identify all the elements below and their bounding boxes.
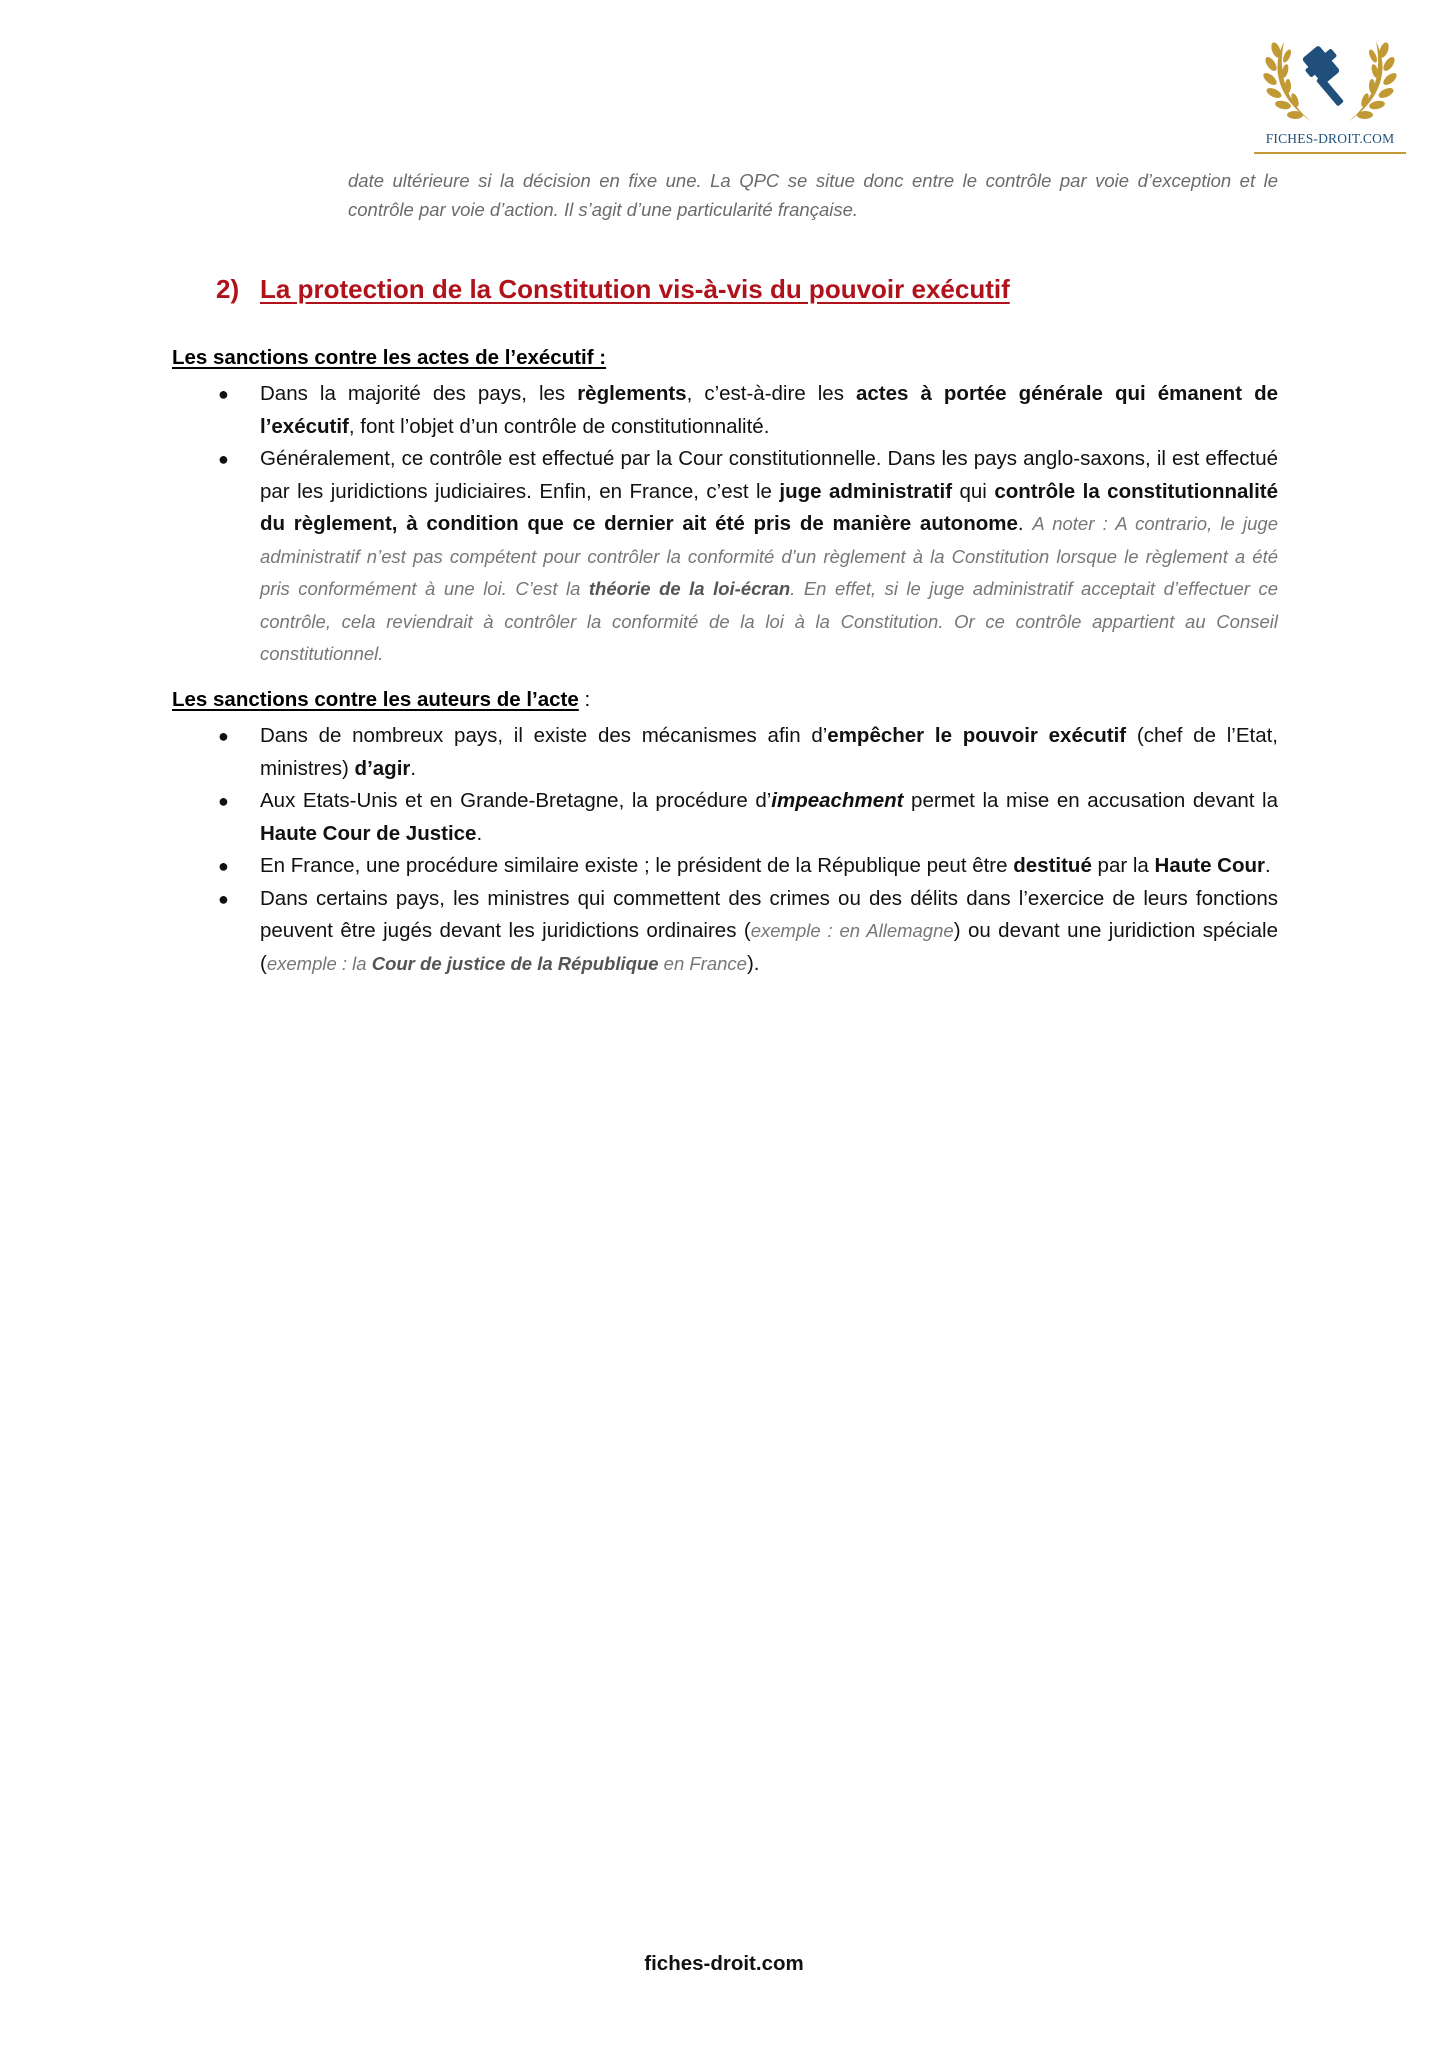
section-number: 2) — [216, 274, 240, 304]
text-run: . — [1017, 512, 1033, 535]
text-run: . — [410, 756, 417, 780]
list-item — [172, 443, 1278, 671]
bullet-icon: ● — [218, 384, 229, 404]
section-heading — [216, 274, 1010, 305]
text-run: Dans la majorité des pays, les — [260, 382, 578, 405]
continuation-line-1: date ultérieure si la décision en fixe une. La QPC se situe donc entre le contrôle par voie d’exception et le — [348, 170, 1278, 191]
text-run: , font l’objet d’un contrôle de constitutionnalité. — [348, 414, 770, 438]
subsection-heading-text: Les sanctions contre les actes de l’exécutif : — [172, 346, 607, 369]
example-text: en France — [658, 952, 747, 974]
continuation-paragraph — [348, 166, 1278, 224]
text-run: par la — [1091, 854, 1155, 877]
text-run: , c’est-à-dire les — [686, 382, 856, 405]
bullet-icon: ● — [218, 791, 229, 811]
bullet-icon: ● — [218, 449, 229, 469]
bold-run: juge administratif — [779, 479, 953, 503]
bold-run: Haute Cour — [1154, 854, 1266, 877]
text-run: Aux Etats-Unis et en Grande-Bretagne, la procédure d’ — [260, 789, 772, 812]
list-item — [172, 378, 1278, 443]
site-logo — [1254, 34, 1406, 158]
section-title: La protection de la Constitution vis-à-vis du pouvoir exécutif — [260, 274, 1010, 304]
bullet-list-authors — [172, 720, 1278, 980]
text-run: Généralement, ce contrôle est effectué par la Cour constitutionnelle. Dans les pays anglo-saxons, il est effectué par les juridictions judiciaires. Enfin, en France, c’est le — [260, 447, 1278, 503]
example-run: exemple : en Allemagne — [750, 920, 954, 941]
bullet-icon: ● — [218, 856, 229, 876]
continuation-line-2: contrôle par voie d’action. Il s’agit d’une particularité française. — [348, 199, 859, 220]
bold-run: destitué — [1013, 854, 1092, 877]
subsection-heading-acts — [172, 346, 606, 370]
gavel-laurel-icon — [1254, 34, 1406, 130]
example-bold: Cour de justice de la République — [371, 952, 659, 974]
bullet-icon: ● — [218, 726, 229, 746]
list-item — [172, 883, 1278, 981]
bullet-icon: ● — [218, 888, 229, 909]
text-run: Dans de nombreux pays, il existe des mécanismes afin d’ — [260, 724, 828, 747]
text-run: ) ou devant une juridiction spéciale ( — [260, 919, 1278, 975]
list-item — [172, 850, 1278, 883]
text-run: qui — [952, 479, 995, 503]
bold-run: contrôle la constitutionnalité du règlement, à condition que ce dernier ait été pris de manière autonome — [260, 479, 1279, 535]
logo-text: FICHES-DROIT.COM — [1265, 131, 1395, 146]
subsection-heading-authors — [172, 688, 590, 712]
logo-rule — [1254, 152, 1406, 154]
text-run: permet la mise en accusation devant la — [903, 789, 1278, 812]
subsection-heading-text: Les sanctions contre les auteurs de l’acte — [172, 688, 579, 711]
note-run: A noter : A contrario, le juge administratif n’est pas compétent pour contrôler la conformité d’un règlement à la Constitution lorsque le règlement a été pris conformément à une loi. C’est la — [260, 513, 1278, 599]
note-run: . En effet, si le juge administratif acceptait d’effectuer ce contrôle, cela reviendrait à contrôler la conformité de la loi à la Constitution. Or ce contrôle appartient au Conseil constitutionnel. — [260, 578, 1278, 664]
text-run: En France, une procédure similaire existe ; le président de la République peut être — [260, 854, 1014, 877]
text-run: ). — [746, 951, 760, 975]
bold-run: empêcher le pouvoir exécutif — [827, 724, 1127, 747]
text-run: Dans certains pays, les ministres qui commettent des crimes ou des délits dans l’exercice de leurs fonctions peuvent être jugés devant les juridictions ordinaires ( — [260, 886, 1278, 942]
list-item — [172, 720, 1278, 785]
example-run — [267, 953, 747, 974]
subsection-heading-tail: : — [578, 688, 591, 711]
example-text: exemple : la — [266, 952, 372, 974]
text-run: . — [1265, 854, 1271, 877]
bold-run: Haute Cour de Justice — [260, 821, 477, 845]
page-footer: fiches-droit.com — [644, 1952, 804, 1975]
bullet-list-acts — [172, 378, 1278, 671]
bold-italic-run: impeachment — [771, 789, 904, 812]
note-bold-run: théorie de la loi-écran — [588, 578, 791, 599]
text-run: . — [476, 821, 483, 845]
note-text — [260, 513, 1278, 664]
bold-run: règlements — [577, 382, 687, 405]
bold-run: actes à portée générale qui émanent de l’exécutif — [260, 382, 1278, 438]
list-item — [172, 785, 1278, 850]
text-run: (chef de l’Etat, ministres) — [260, 724, 1279, 780]
bold-run: d’agir — [354, 756, 411, 780]
